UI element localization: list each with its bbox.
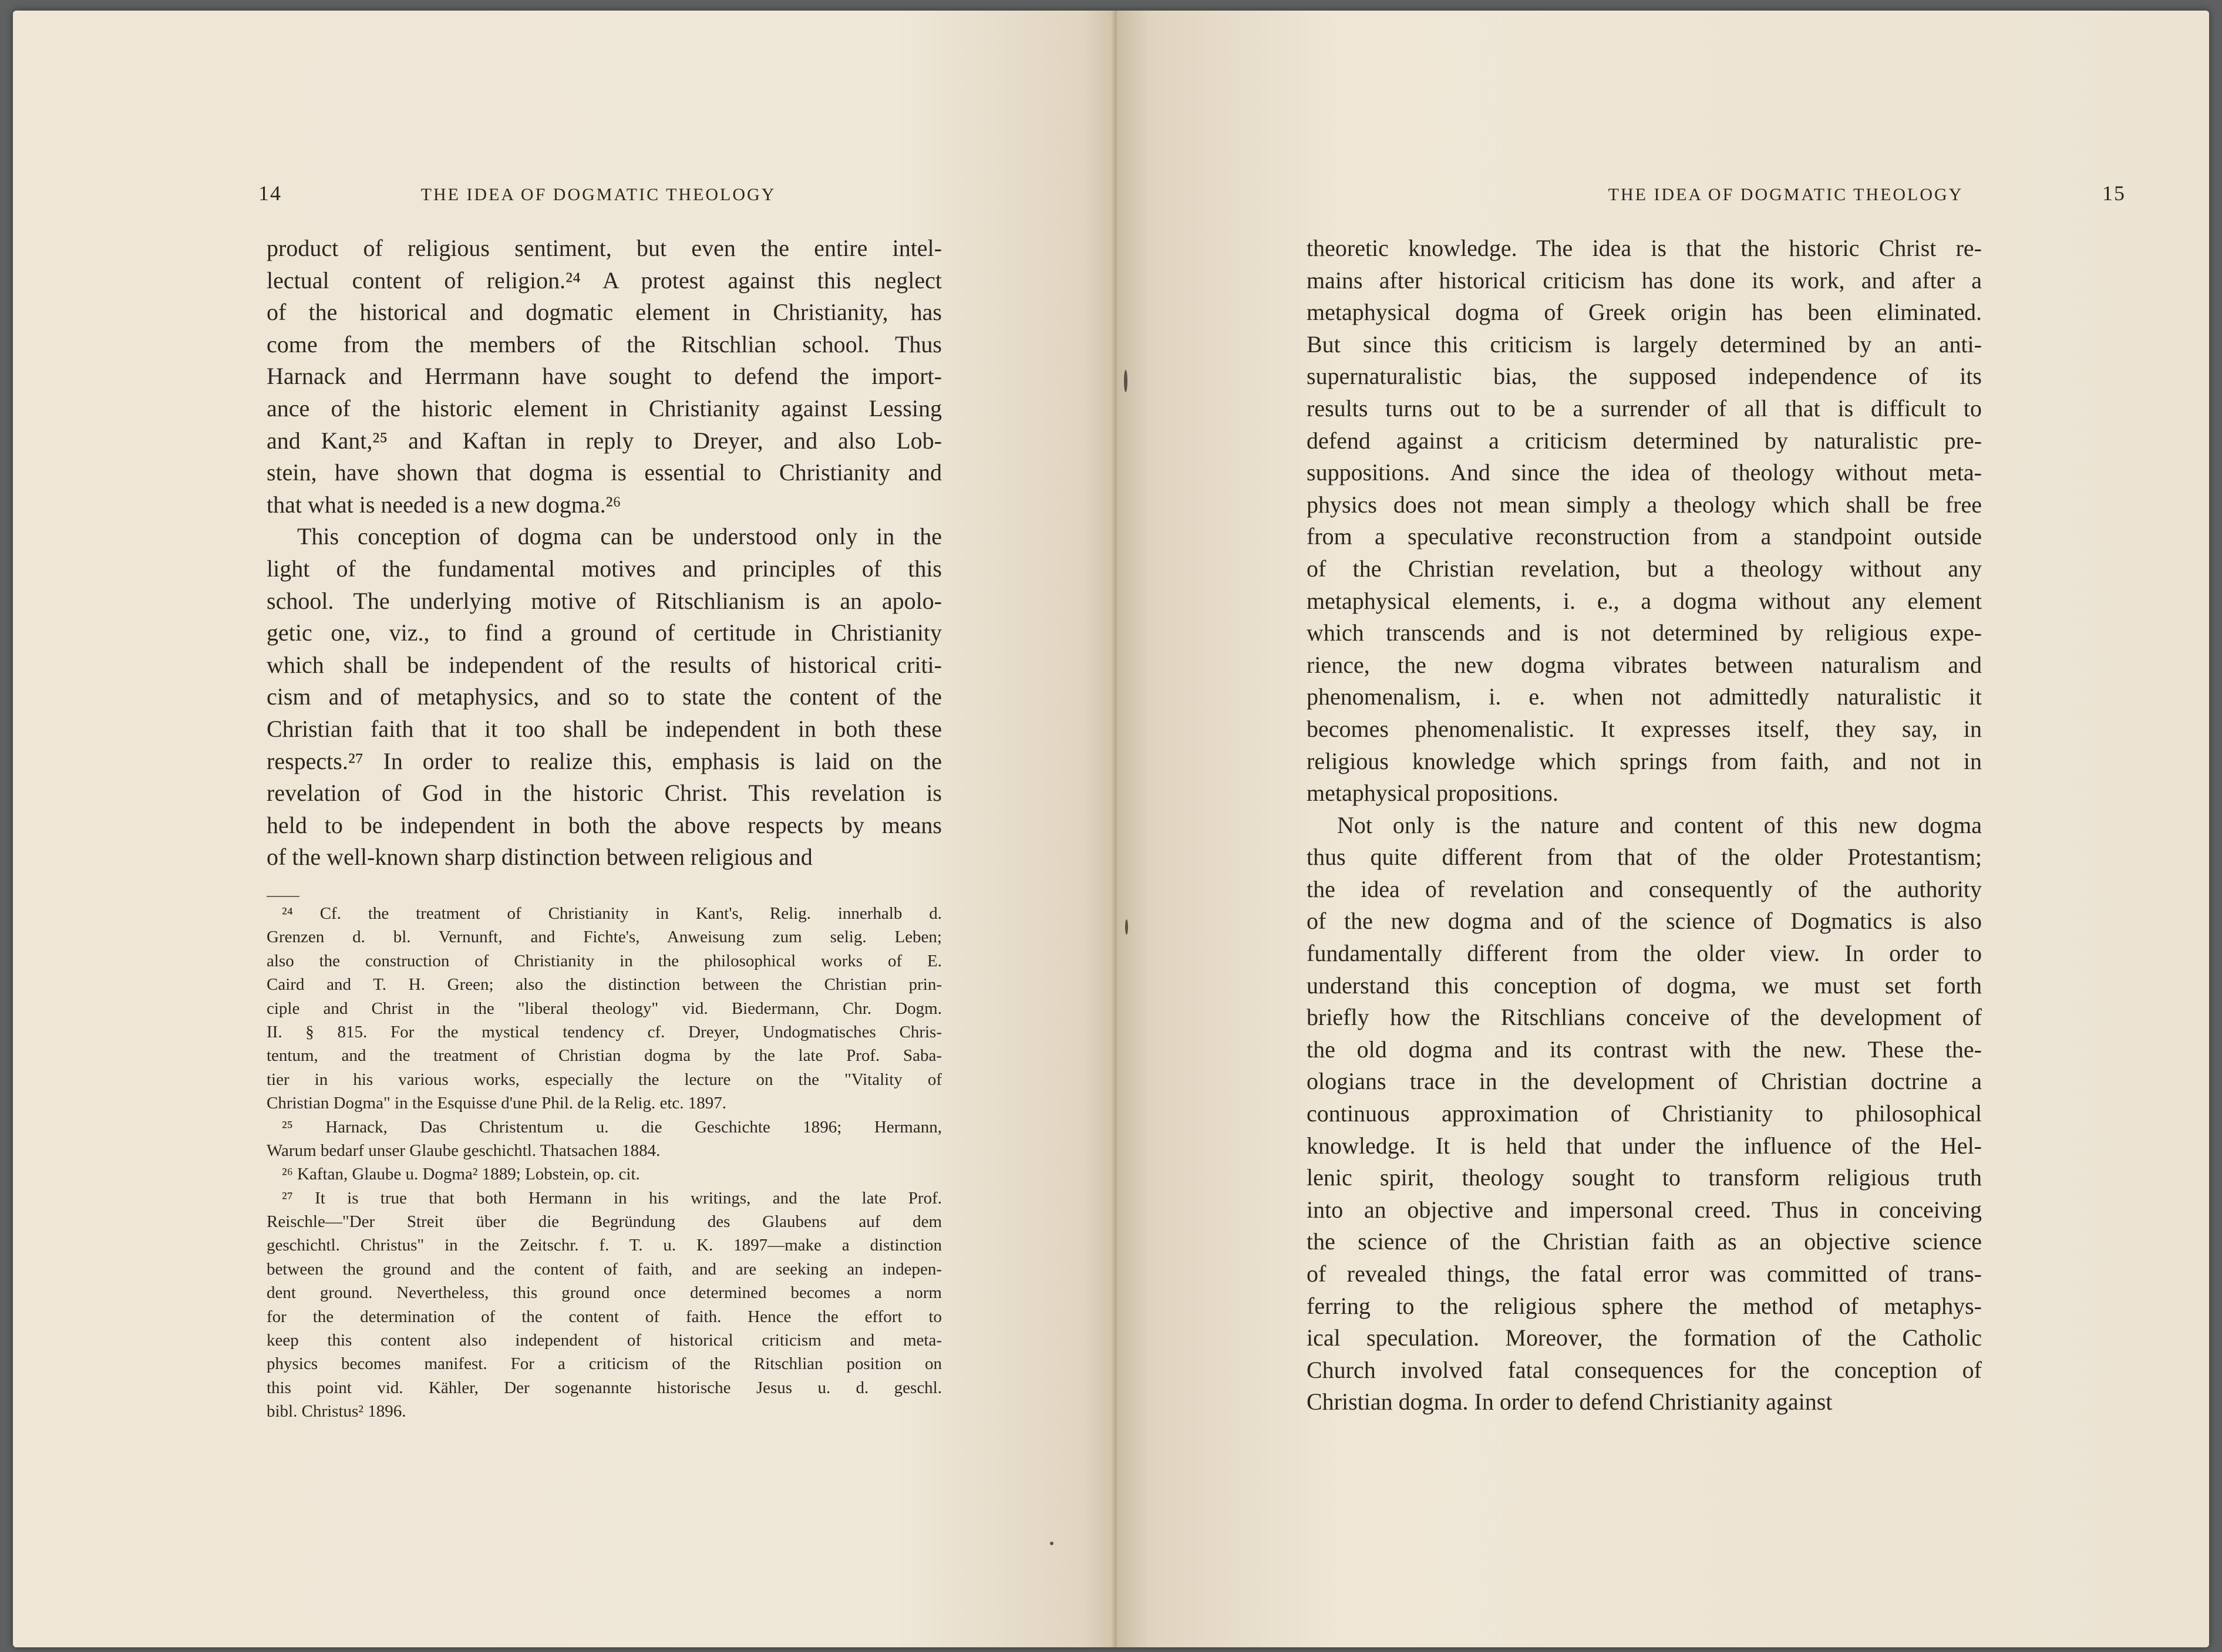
footnote-line: keep this content also independent of historical criticism and meta- bbox=[267, 1331, 942, 1350]
text-line: ance of the historic element in Christianity against Lessing bbox=[267, 395, 942, 422]
text-line: of the historical and dogmatic element in Christianity, has bbox=[267, 299, 942, 326]
text-line: thus quite different from that of the older Protestantism; bbox=[1307, 844, 1982, 871]
text-line: and Kant,²⁵ and Kaftan in reply to Dreyer, and also Lob- bbox=[267, 427, 942, 454]
footnote-line: Christian Dogma" in the Esquisse d'une Phil. de la Relig. etc. 1897. bbox=[267, 1094, 727, 1113]
text-line: into an objective and impersonal creed. Thus in conceiving bbox=[1307, 1196, 1982, 1223]
right-page bbox=[1117, 11, 2209, 1647]
footnote-line: between the ground and the content of faith, and are seeking an indepen- bbox=[267, 1259, 942, 1279]
text-line: come from the members of the Ritschlian school. Thus bbox=[267, 331, 942, 358]
paper-speck bbox=[1124, 370, 1127, 392]
text-line: But since this criticism is largely determined by an anti- bbox=[1307, 331, 1982, 358]
footnote-line: for the determination of the content of faith. Hence the effort to bbox=[267, 1307, 942, 1326]
footnote-line: Reischle—"Der Streit über die Begründung des Glaubens auf dem bbox=[267, 1212, 942, 1232]
page-number: 14 bbox=[258, 181, 282, 205]
text-line: lectual content of religion.²⁴ A protest against this neglect bbox=[267, 267, 942, 294]
text-line: of the Christian revelation, but a theology without any bbox=[1307, 555, 1982, 582]
text-line: the science of the Christian faith as an objective science bbox=[1307, 1228, 1982, 1255]
text-line: school. The underlying motive of Ritschlianism is an apolo- bbox=[267, 587, 942, 614]
text-line: metaphysical dogma of Greek origin has been eliminated. bbox=[1307, 299, 1982, 326]
footnote-line: tentum, and the treatment of Christian dogma by the late Prof. Saba- bbox=[267, 1046, 942, 1066]
text-line: continuous approximation of Christianity to philosophical bbox=[1307, 1100, 1982, 1127]
text-line: defend against a criticism determined by naturalistic pre- bbox=[1307, 427, 1982, 454]
text-line: product of religious sentiment, but even the entire intel- bbox=[267, 235, 942, 261]
text-line: phenomenalism, i. e. when not admittedly naturalistic it bbox=[1307, 683, 1982, 710]
text-line: Christian dogma. In order to defend Christianity against bbox=[1307, 1388, 1833, 1415]
footnote-line: tier in his various works, especially the lecture on the "Vitality of bbox=[267, 1070, 942, 1089]
footnote-line: ²⁴ Cf. the treatment of Christianity in Kant's, Relig. innerhalb d. bbox=[282, 904, 942, 923]
text-line: briefly how the Ritschlians conceive of the development of bbox=[1307, 1004, 1982, 1031]
book-spread bbox=[13, 11, 2209, 1647]
paper-speck bbox=[1125, 919, 1128, 935]
footnote-line: also the construction of Christianity in the philosophical works of E. bbox=[267, 951, 942, 970]
footnote-line: bibl. Christus² 1896. bbox=[267, 1402, 406, 1421]
text-line: theoretic knowledge. The idea is that the historic Christ re- bbox=[1307, 235, 1982, 261]
text-line: Church involved fatal consequences for the conception of bbox=[1307, 1356, 1982, 1383]
footnote-line: II. § 815. For the mystical tendency cf. Dreyer, Undogmatisches Chris- bbox=[267, 1022, 942, 1041]
right-page-body bbox=[1307, 232, 1982, 1418]
footnote-line: Caird and T. H. Green; also the distinction between the Christian prin- bbox=[267, 975, 942, 994]
footnote-line: geschichtl. Christus" in the Zeitschr. f. T. u. K. 1897—make a distinction bbox=[267, 1236, 942, 1255]
page-number: 15 bbox=[2102, 181, 2126, 205]
text-line: that what is needed is a new dogma.²⁶ bbox=[267, 491, 621, 518]
text-line: ical speculation. Moreover, the formation of the Catholic bbox=[1307, 1324, 1982, 1351]
text-line: of revealed things, the fatal error was committed of trans- bbox=[1307, 1260, 1982, 1287]
footnote-line: ²⁵ Harnack, Das Christentum u. die Geschichte 1896; Hermann, bbox=[282, 1117, 942, 1137]
text-line: respects.²⁷ In order to realize this, emphasis is laid on the bbox=[267, 747, 942, 774]
text-line: from a speculative reconstruction from a standpoint outside bbox=[1307, 523, 1982, 550]
text-line: metaphysical propositions. bbox=[1307, 780, 1558, 807]
text-line: suppositions. And since the idea of theology without meta- bbox=[1307, 459, 1982, 486]
text-line: stein, have shown that dogma is essential to Christianity and bbox=[267, 459, 942, 486]
right-page-header bbox=[1434, 181, 2126, 209]
text-line: understand this conception of dogma, we must set forth bbox=[1307, 972, 1982, 999]
text-line: of the well-known sharp distinction between religious and bbox=[267, 844, 813, 871]
text-line: held to be independent in both the above respects by means bbox=[267, 811, 942, 838]
footnote-line: Grenzen d. bl. Vernunft, and Fichte's, Anweisung zum selig. Leben; bbox=[267, 928, 942, 947]
text-line: mains after historical criticism has done its work, and after a bbox=[1307, 267, 1982, 294]
text-line: cism and of metaphysics, and so to state the content of the bbox=[267, 683, 942, 710]
text-line: of the new dogma and of the science of Dogmatics is also bbox=[1307, 908, 1982, 935]
text-line: ologians trace in the development of Christian doctrine a bbox=[1307, 1068, 1982, 1095]
text-line: results turns out to be a surrender of all that is difficult to bbox=[1307, 395, 1982, 422]
footnote-line: ²⁷ It is true that both Hermann in his writings, and the late Prof. bbox=[282, 1188, 942, 1208]
text-line: supernaturalistic bias, the supposed independence of its bbox=[1307, 363, 1982, 390]
text-line: Harnack and Herrmann have sought to defend the import- bbox=[267, 363, 942, 390]
text-line: metaphysical elements, i. e., a dogma without any element bbox=[1307, 587, 1982, 614]
footnote-rule bbox=[267, 896, 299, 897]
running-head: THE IDEA OF DOGMATIC THEOLOGY bbox=[420, 185, 776, 204]
text-line: revelation of God in the historic Christ. This revelation is bbox=[267, 780, 942, 807]
text-line: knowledge. It is held that under the influence of the Hel- bbox=[1307, 1132, 1982, 1159]
text-line: ferring to the religious sphere the method of metaphys- bbox=[1307, 1292, 1982, 1319]
text-line: religious knowledge which springs from faith, and not in bbox=[1307, 747, 1982, 774]
text-line: which shall be independent of the results of historical criti- bbox=[267, 651, 942, 678]
text-line: the old dogma and its contrast with the new. These the- bbox=[1307, 1036, 1982, 1063]
text-line: rience, the new dogma vibrates between naturalism and bbox=[1307, 651, 1982, 678]
text-line: Not only is the nature and content of this new dogma bbox=[1337, 811, 1982, 838]
footnote-line: dent ground. Nevertheless, this ground once determined becomes a norm bbox=[267, 1283, 942, 1303]
footnote-line: Warum bedarf unser Glaube geschichtl. Thatsachen 1884. bbox=[267, 1141, 661, 1160]
footnote-line: ciple and Christ in the "liberal theology" vid. Biedermann, Chr. Dogm. bbox=[267, 999, 942, 1018]
text-line: lenic spirit, theology sought to transform religious truth bbox=[1307, 1164, 1982, 1191]
running-head: THE IDEA OF DOGMATIC THEOLOGY bbox=[1608, 185, 1964, 204]
text-line: becomes phenomenalistic. It expresses itself, they say, in bbox=[1307, 715, 1982, 742]
text-line: physics does not mean simply a theology which shall be free bbox=[1307, 491, 1982, 518]
footnotes bbox=[267, 896, 942, 1424]
text-line: getic one, viz., to find a ground of certitude in Christianity bbox=[267, 619, 942, 646]
text-line: Christian faith that it too shall be independent in both these bbox=[267, 715, 942, 742]
left-page bbox=[13, 11, 1117, 1647]
paper-speck bbox=[1050, 1542, 1053, 1545]
footnote-line: physics becomes manifest. For a criticism of the Ritschlian position on bbox=[267, 1354, 942, 1374]
footnote-line: this point vid. Kähler, Der sogenannte historische Jesus u. d. geschl. bbox=[267, 1378, 942, 1397]
text-line: This conception of dogma can be understood only in the bbox=[297, 523, 942, 550]
text-line: light of the fundamental motives and principles of this bbox=[267, 555, 942, 582]
footnote-line: ²⁶ Kaftan, Glaube u. Dogma² 1889; Lobstein, op. cit. bbox=[282, 1165, 640, 1184]
left-page-body bbox=[267, 232, 942, 874]
text-line: which transcends and is not determined by religious expe- bbox=[1307, 619, 1982, 646]
text-line: fundamentally different from the older view. In order to bbox=[1307, 940, 1982, 967]
left-page-header bbox=[258, 181, 950, 209]
text-line: the idea of revelation and consequently of the authority bbox=[1307, 875, 1982, 902]
